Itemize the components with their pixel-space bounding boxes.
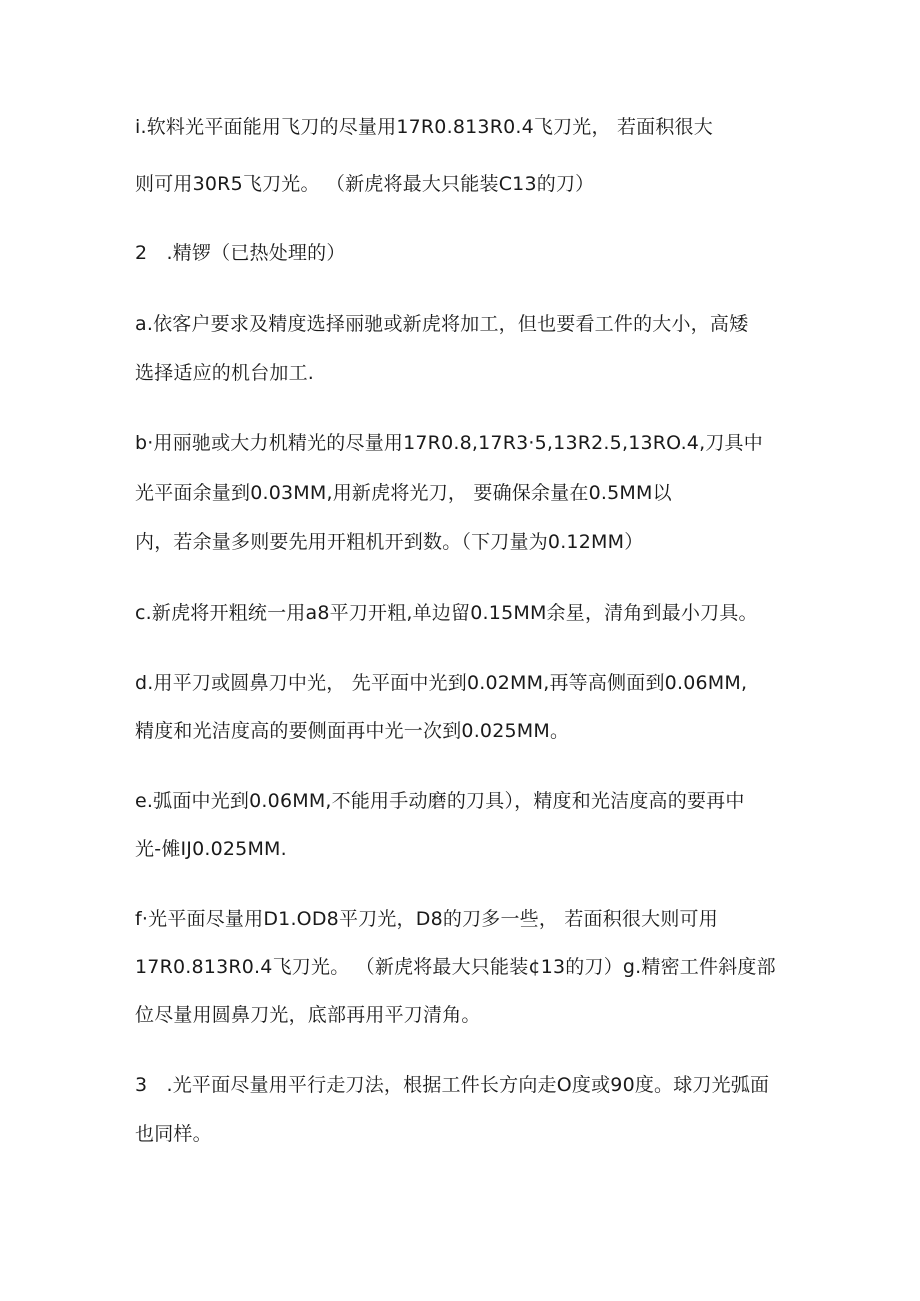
section-heading: 3 .光平面尽量用平行走刀法，根据工件长方向走O度或90度。球刀光弧面	[135, 1074, 770, 1096]
text-line: 内，若余量多则要先用开粗机开到数。（下刀量为0.12MM）	[135, 531, 644, 553]
text-line: 光平面余量到0.03MM,用新虎将光刀， 要确保余量在0.5MM以	[135, 482, 672, 504]
text-line: d.用平刀或圆鼻刀中光， 先平面中光到0.02MM,再等高侧面到0.06MM,	[135, 672, 748, 694]
text-line: i.软料光平面能用飞刀的尽量用17R0.813R0.4飞刀光， 若面积很大	[135, 116, 713, 138]
text-line: 选择适应的机台加工.	[135, 362, 315, 384]
text-line: b·用丽驰或大力机精光的尽量用17R0.8,17R3·5,13R2.5,13RO.4,刀具中	[135, 432, 763, 454]
text-line: 也同样。	[135, 1123, 212, 1145]
text-line: 位尽量用圆鼻刀光，底部再用平刀清角。	[135, 1004, 481, 1026]
text-line: 17R0.813R0.4飞刀光。 （新虎将最大只能装¢13的刀）g.精密工件斜度部	[135, 956, 776, 978]
text-line: 精度和光洁度高的要侧面再中光一次到0.025MM。	[135, 720, 570, 742]
text-line: e.弧面中光到0.06MM,不能用手动磨的刀具），精度和光洁度高的要再中	[135, 790, 745, 812]
text-line: 则可用30R5飞刀光。 （新虎将最大只能装C13的刀）	[135, 173, 595, 195]
text-line: c.新虎将开粗统一用a8平刀开粗,单边留0.15MM余星，清角到最小刀具。	[135, 602, 758, 624]
text-line: 光-傩IJ0.025MM.	[135, 838, 287, 860]
text-line: f·光平面尽量用D1.OD8平刀光，D8的刀多一些， 若面积很大则可用	[135, 908, 718, 930]
text-line: a.依客户要求及精度选择丽驰或新虎将加工，但也要看工件的大小，高矮	[135, 313, 749, 335]
section-heading: 2 .精锣（已热处理的）	[135, 242, 346, 264]
